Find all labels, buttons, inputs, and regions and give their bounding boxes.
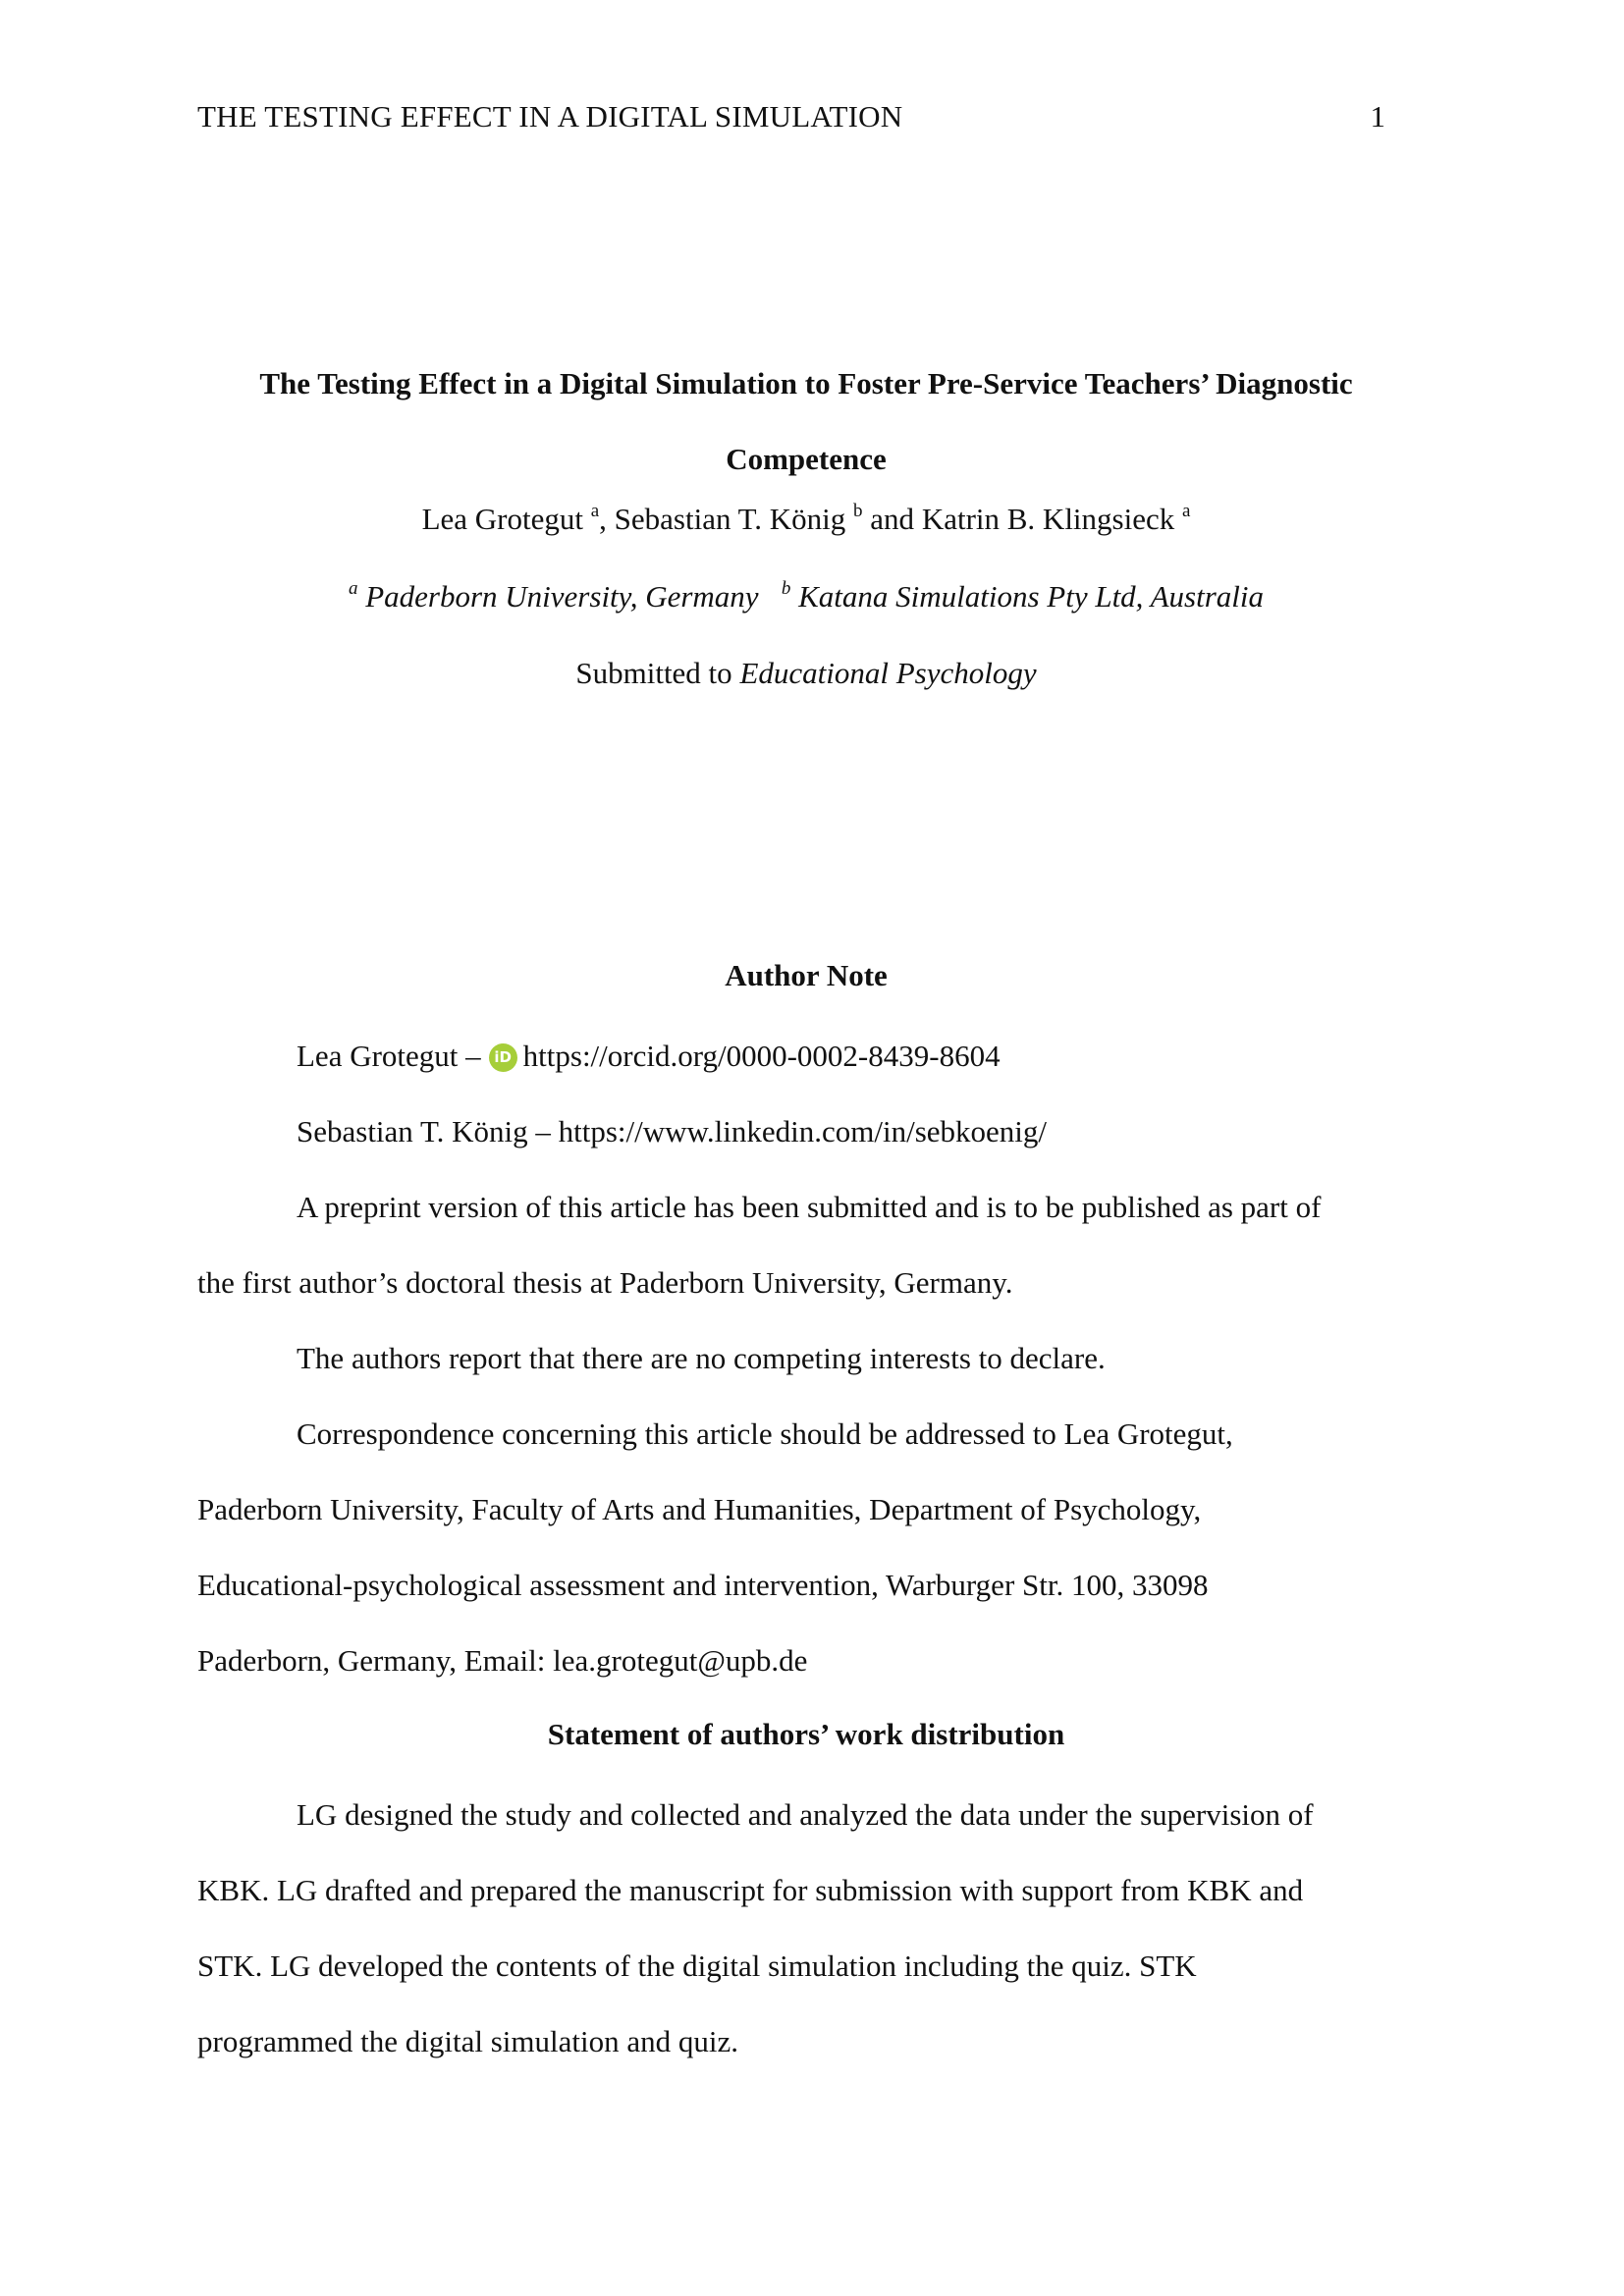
correspondence-line-3: Educational-psychological assessment and intervention, Warburger Str. 100, 33098 xyxy=(197,1568,1209,1602)
work-distribution-line-2: KBK. LG drafted and prepared the manuscript for submission with support from KBK and xyxy=(197,1873,1304,1907)
affiliation-mark: b xyxy=(781,577,791,599)
journal-name: Educational Psychology xyxy=(739,656,1037,690)
work-distribution-line-1: LG designed the study and collected and analyzed the data under the supervision of xyxy=(297,1797,1314,1832)
work-distribution-line-4: programmed the digital simulation and quiz. xyxy=(197,2024,738,2058)
linkedin-line[interactable]: Sebastian T. König – https://www.linkedin.com/in/sebkoenig/ xyxy=(297,1114,1048,1148)
orcid-icon: iD xyxy=(489,1043,517,1072)
preprint-line-1: A preprint version of this article has been submitted and is to be published as part of xyxy=(297,1190,1322,1224)
affiliation-mark: a xyxy=(348,577,358,599)
correspondence-line-4: Paderborn, Germany, Email: lea.grotegut@upb.de xyxy=(197,1643,808,1678)
submitted-prefix: Submitted to xyxy=(575,656,740,690)
paper-title-line-2: Competence xyxy=(726,442,887,476)
author-note-heading: Author Note xyxy=(725,958,888,992)
work-distribution-heading: Statement of authors’ work distribution xyxy=(547,1717,1065,1751)
page-number: 1 xyxy=(1370,99,1385,133)
correspondence-line-2: Paderborn University, Faculty of Arts and Humanities, Department of Psychology, xyxy=(197,1492,1202,1526)
author-name: Sebastian T. König xyxy=(614,502,846,536)
affiliation-text: Katana Simulations Pty Ltd, Australia xyxy=(798,579,1265,614)
author-affiliation-mark: b xyxy=(853,500,863,521)
running-head-title: THE TESTING EFFECT IN A DIGITAL SIMULATION xyxy=(197,99,903,133)
author-name: Katrin B. Klingsieck xyxy=(921,502,1175,536)
preprint-line-2: the first author’s doctoral thesis at Paderborn University, Germany. xyxy=(197,1265,1013,1300)
orcid-author-name: Lea Grotegut – xyxy=(297,1039,481,1073)
author-affiliation-mark: a xyxy=(590,500,600,521)
paper-title-line-1: The Testing Effect in a Digital Simulation to Foster Pre-Service Teachers’ Diagnostic xyxy=(259,366,1353,400)
correspondence-line-1: Correspondence concerning this article should be addressed to Lea Grotegut, xyxy=(297,1416,1233,1451)
submission-line xyxy=(197,650,1415,697)
affiliation-text: Paderborn University, Germany xyxy=(365,579,759,614)
work-distribution-body xyxy=(197,1777,1415,2079)
author-list xyxy=(197,496,1415,543)
affiliations xyxy=(197,573,1415,620)
author-affiliation-mark: a xyxy=(1182,500,1191,521)
competing-interests: The authors report that there are no competing interests to declare. xyxy=(297,1341,1106,1375)
author-separator: and xyxy=(862,502,922,536)
author-separator: , xyxy=(599,502,615,536)
author-name: Lea Grotegut xyxy=(421,502,583,536)
author-note-body xyxy=(197,1018,1415,1698)
work-distribution-line-3: STK. LG developed the contents of the digital simulation including the quiz. STK xyxy=(197,1949,1197,1983)
paper-title xyxy=(197,346,1415,497)
orcid-link[interactable]: https://orcid.org/0000-0002-8439-8604 xyxy=(522,1039,1001,1073)
orcid-line xyxy=(197,1018,1415,1094)
